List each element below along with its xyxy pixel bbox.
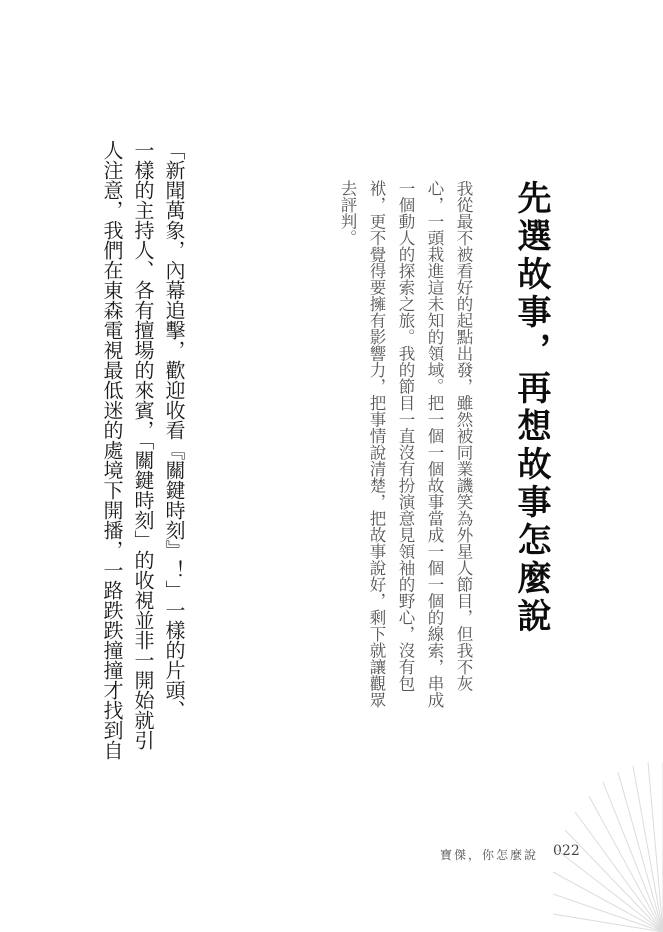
intro-line: 我從最不被看好的起點出發，雖然被同業譏笑為外星人節目，但我不灰 <box>454 180 473 692</box>
sunburst-decoration <box>553 762 663 932</box>
body-line: 人注意，我們在東森電視最低迷的處境下開播，一路跌跌撞撞才找到自 <box>100 140 124 760</box>
chapter-title: 先選故事，再想故事怎麼說 <box>511 180 551 636</box>
intro-paragraph <box>333 180 478 708</box>
body-line: 「新聞萬象，內幕追擊，歡迎收看『關鍵時刻』！」一樣的片頭、 <box>162 140 186 720</box>
intro-line: 去評判。 <box>338 180 357 246</box>
body-paragraph <box>96 140 189 760</box>
intro-line: 心，一頭栽進這未知的領域。把一個一個故事當成一個一個的線索，串成 <box>425 180 444 708</box>
body-line: 一樣的主持人、各有擅場的來賓，「關鍵時刻」的收視並非一開始就引 <box>131 140 155 750</box>
page-number: 022 <box>553 843 580 859</box>
running-footer-title: 寶傑，你怎麼說 <box>440 848 539 862</box>
intro-line: 一個動人的探索之旅。我的節目一直沒有扮演意見領袖的野心，沒有包 <box>396 180 415 692</box>
intro-line: 袱，更不覺得要擁有影響力，把事情說清楚，把故事說好，剩下就讓觀眾 <box>367 180 386 708</box>
